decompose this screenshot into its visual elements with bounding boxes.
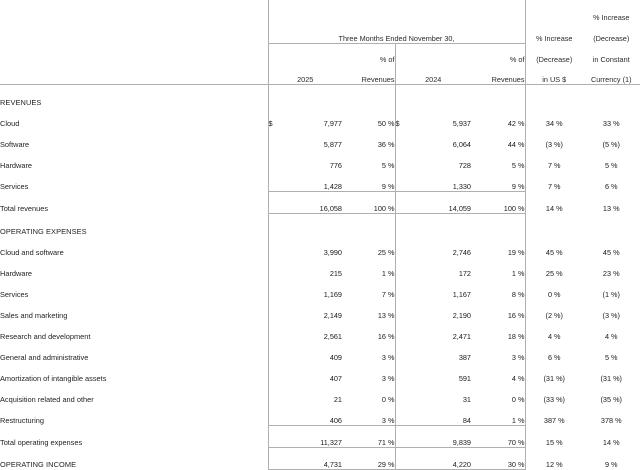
value-2024	[421, 214, 471, 237]
row-label: REVENUES	[0, 97, 42, 107]
row-label: Total revenues	[0, 204, 49, 214]
value-2024: 9,839	[421, 426, 471, 448]
value-2025: 2,149	[323, 310, 342, 320]
pct-increase-usd: 7 %	[547, 182, 561, 192]
gap-2024	[471, 426, 481, 448]
table-header-group	[0, 0, 640, 85]
pct-of-revenues-2024	[481, 214, 525, 237]
currency-symbol-2025	[268, 341, 290, 362]
header-2024-spacer	[395, 44, 471, 65]
value-2025: 2,561	[323, 331, 342, 341]
row-label: OPERATING INCOME	[0, 460, 77, 470]
gap-2025	[342, 214, 352, 237]
header-inc-constant-line2: (Decrease)	[583, 22, 640, 44]
gap-2025	[342, 448, 352, 470]
table-row	[0, 107, 640, 128]
table-row	[0, 149, 640, 170]
header-row-4	[0, 64, 640, 85]
pct-increase-usd: 15 %	[545, 438, 563, 448]
table-row	[0, 257, 640, 278]
pct-increase-constant-currency: 13 %	[583, 192, 640, 214]
gap-2024	[471, 236, 481, 257]
row-label: Services	[0, 182, 29, 192]
pct-of-revenues-2024: 1 %	[481, 257, 525, 278]
gap-2024	[471, 257, 481, 278]
header-gap-d	[471, 64, 481, 85]
currency-symbol-2024: $	[395, 107, 421, 128]
header-gap-a	[342, 44, 352, 65]
value-2025: 16,058	[290, 192, 342, 214]
value-2024: 1,330	[452, 181, 471, 191]
value-2024: 172	[458, 268, 471, 278]
value-2025: 1,428	[323, 181, 342, 191]
pct-increase-constant-currency: (1 %)	[583, 278, 640, 299]
gap-2025	[342, 236, 352, 257]
pct-increase-constant-currency: 5 %	[583, 149, 640, 170]
pct-increase-constant-currency: 23 %	[583, 257, 640, 278]
table-row	[0, 192, 640, 214]
table-row	[0, 236, 640, 257]
gap-2025	[342, 404, 352, 426]
currency-symbol-2025	[268, 278, 290, 299]
header-blank-corner	[0, 0, 268, 22]
value-2025: 409	[329, 352, 342, 362]
currency-symbol-2025	[268, 448, 290, 470]
currency-symbol-2024	[395, 170, 421, 192]
pct-increase-constant-currency: 45 %	[583, 236, 640, 257]
gap-2024	[471, 278, 481, 299]
gap-2025	[342, 149, 352, 170]
gap-2025	[342, 341, 352, 362]
pct-increase-usd: 387 %	[543, 416, 565, 426]
currency-symbol-2025	[268, 362, 290, 383]
pct-increase-constant-currency: (3 %)	[583, 299, 640, 320]
gap-2025	[342, 320, 352, 341]
row-label: Cloud	[0, 118, 20, 128]
value-2024: 4,220	[421, 448, 471, 470]
value-2025: 215	[329, 268, 342, 278]
table-row	[0, 426, 640, 448]
gap-2024	[471, 404, 481, 426]
pct-of-revenues-2024	[481, 85, 525, 108]
value-2025: 3,990	[323, 247, 342, 257]
value-2024: 31	[462, 394, 471, 404]
value-2025: 406	[329, 415, 342, 425]
header-inc-constant-line4: Currency (1)	[583, 64, 640, 85]
header-blank-corner-2	[0, 22, 268, 44]
value-2025: 21	[333, 394, 342, 404]
pct-of-revenues-2025: 3 %	[381, 415, 395, 425]
row-label: Restructuring	[0, 416, 44, 426]
currency-symbol-2024	[395, 192, 421, 214]
pct-of-revenues-2025: 16 %	[377, 331, 395, 341]
row-label: Services	[0, 289, 29, 299]
gap-2025	[342, 426, 352, 448]
pct-of-revenues-2024: 1 %	[481, 404, 525, 426]
table-row	[0, 170, 640, 192]
gap-2024	[471, 192, 481, 214]
currency-symbol-2025	[268, 257, 290, 278]
currency-symbol-2024	[395, 85, 421, 108]
pct-increase-constant-currency: 14 %	[583, 426, 640, 448]
header-period-label: Three Months Ended November 30,	[268, 22, 525, 44]
header-year-2025: 2025	[268, 64, 342, 85]
header-pct-of-2025-line2: Revenues	[352, 64, 395, 85]
value-2024: 591	[458, 373, 471, 383]
pct-of-revenues-2024: 9 %	[481, 170, 525, 192]
pct-increase-usd: 14 %	[545, 204, 563, 214]
row-label: Software	[0, 139, 30, 149]
pct-increase-constant-currency	[583, 85, 640, 108]
row-label: OPERATING EXPENSES	[0, 226, 87, 236]
gap-2024	[471, 362, 481, 383]
currency-symbol-2025	[268, 383, 290, 404]
value-2024: 2,471	[452, 331, 471, 341]
currency-symbol-2025	[268, 404, 290, 426]
value-2025: 4,731	[290, 448, 342, 470]
gap-2024	[471, 299, 481, 320]
gap-2025	[342, 278, 352, 299]
currency-symbol-2024	[395, 426, 421, 448]
pct-of-revenues-2025: 50 %	[377, 118, 395, 128]
header-pct-of-2025-line1: % of	[379, 54, 395, 64]
header-inc-constant-line1: % Increase	[583, 0, 640, 22]
pct-increase-constant-currency: (31 %)	[583, 362, 640, 383]
header-row-2	[0, 22, 640, 44]
pct-of-revenues-2024: 100 %	[481, 192, 525, 214]
currency-symbol-2024	[395, 341, 421, 362]
currency-symbol-2025	[268, 170, 290, 192]
row-label: Hardware	[0, 160, 33, 170]
gap-2025	[342, 170, 352, 192]
header-inc-usd-line3: in US $	[525, 64, 583, 85]
currency-symbol-2024	[395, 448, 421, 470]
pct-increase-usd: (3 %)	[545, 139, 563, 149]
gap-2024	[471, 341, 481, 362]
header-inc-usd-line1: % Increase	[525, 22, 583, 44]
pct-of-revenues-2024: 70 %	[481, 426, 525, 448]
pct-of-revenues-2025: 9 %	[381, 181, 395, 191]
header-period-spacer	[268, 0, 525, 22]
table-row	[0, 278, 640, 299]
gap-2024	[471, 170, 481, 192]
pct-increase-usd: 12 %	[545, 460, 563, 470]
pct-of-revenues-2025: 36 %	[377, 139, 395, 149]
pct-of-revenues-2025: 29 %	[352, 448, 395, 470]
pct-of-revenues-2024: 44 %	[481, 128, 525, 149]
pct-increase-usd	[525, 85, 583, 108]
currency-symbol-2025	[268, 128, 290, 149]
currency-symbol-2024	[395, 278, 421, 299]
table-row	[0, 85, 640, 108]
table-row	[0, 383, 640, 404]
currency-symbol-2025	[268, 299, 290, 320]
value-2025: 1,169	[323, 289, 342, 299]
header-year-2024: 2024	[395, 64, 471, 85]
row-label: Amortization of intangible assets	[0, 373, 107, 383]
pct-of-revenues-2024: 18 %	[481, 320, 525, 341]
pct-increase-usd: 6 %	[547, 352, 561, 362]
pct-increase-constant-currency: (5 %)	[583, 128, 640, 149]
pct-of-revenues-2024: 5 %	[481, 149, 525, 170]
pct-increase-usd	[525, 214, 583, 237]
table-row	[0, 341, 640, 362]
header-inc-constant-line3: in Constant	[583, 44, 640, 65]
currency-symbol-2025	[268, 192, 290, 214]
header-inc-usd-line2: (Decrease)	[525, 44, 583, 65]
pct-increase-usd: 7 %	[547, 160, 561, 170]
pct-of-revenues-2025	[352, 214, 395, 237]
value-2024: 387	[458, 352, 471, 362]
pct-of-revenues-2025: 0 %	[381, 394, 395, 404]
pct-of-revenues-2024: 42 %	[481, 107, 525, 128]
table-row	[0, 448, 640, 470]
table-row	[0, 214, 640, 237]
currency-symbol-2025	[268, 320, 290, 341]
pct-of-revenues-2025: 100 %	[352, 192, 395, 214]
currency-symbol-2024	[395, 128, 421, 149]
value-2024: 2,190	[452, 310, 471, 320]
value-2024: 728	[458, 160, 471, 170]
gap-2025	[342, 192, 352, 214]
pct-of-revenues-2025: 7 %	[381, 289, 395, 299]
pct-increase-constant-currency: 4 %	[583, 320, 640, 341]
gap-2025	[342, 362, 352, 383]
pct-increase-constant-currency: 9 %	[583, 448, 640, 470]
row-label: Cloud and software	[0, 247, 64, 257]
header-gap-c	[342, 64, 352, 85]
pct-of-revenues-2024: 3 %	[481, 341, 525, 362]
row-label: Total operating expenses	[0, 438, 83, 448]
gap-2024	[471, 149, 481, 170]
pct-of-revenues-2025	[352, 85, 395, 108]
row-label: Sales and marketing	[0, 310, 68, 320]
currency-symbol-2024	[395, 236, 421, 257]
gap-2024	[471, 448, 481, 470]
value-2024: 1,167	[452, 289, 471, 299]
gap-2025	[342, 257, 352, 278]
currency-symbol-2025	[268, 236, 290, 257]
header-blank-corner-3	[0, 44, 268, 65]
gap-2024	[471, 85, 481, 108]
currency-symbol-2024	[395, 299, 421, 320]
pct-of-revenues-2025: 3 %	[381, 373, 395, 383]
row-label: Hardware	[0, 268, 33, 278]
value-2025	[290, 214, 342, 237]
pct-increase-constant-currency: (35 %)	[583, 383, 640, 404]
pct-increase-usd: 34 %	[545, 118, 563, 128]
table-row	[0, 362, 640, 383]
gap-2025	[342, 383, 352, 404]
gap-2024	[471, 128, 481, 149]
currency-symbol-2025	[268, 214, 290, 237]
value-2024: 5,937	[452, 118, 471, 128]
pct-of-revenues-2024: 4 %	[481, 362, 525, 383]
table-row	[0, 404, 640, 426]
row-label: Acquisition related and other	[0, 394, 94, 404]
value-2024: 6,064	[452, 139, 471, 149]
pct-of-revenues-2025: 1 %	[381, 268, 395, 278]
row-label: General and administrative	[0, 352, 89, 362]
header-pct-of-2024-line1: % of	[509, 54, 525, 64]
value-2025	[290, 85, 342, 108]
pct-of-revenues-2024: 19 %	[481, 236, 525, 257]
pct-increase-usd: 25 %	[545, 268, 563, 278]
currency-symbol-2024	[395, 257, 421, 278]
value-2024: 14,059	[421, 192, 471, 214]
table-row	[0, 128, 640, 149]
pct-of-revenues-2025: 3 %	[381, 352, 395, 362]
pct-increase-constant-currency: 33 %	[583, 107, 640, 128]
pct-of-revenues-2024: 8 %	[481, 278, 525, 299]
currency-symbol-2024	[395, 320, 421, 341]
pct-increase-usd: 0 %	[547, 289, 561, 299]
pct-of-revenues-2025: 13 %	[377, 310, 395, 320]
value-2024: 2,746	[452, 247, 471, 257]
pct-of-revenues-2025: 25 %	[377, 247, 395, 257]
header-row-1	[0, 0, 640, 22]
pct-increase-usd: (31 %)	[543, 373, 565, 383]
pct-increase-usd: 45 %	[545, 247, 563, 257]
pct-increase-constant-currency: 378 %	[583, 404, 640, 426]
header-gap-b	[471, 44, 481, 65]
table-row	[0, 320, 640, 341]
value-2025: 7,977	[323, 118, 342, 128]
currency-symbol-2024	[395, 214, 421, 237]
header-pct-of-2024-line2: Revenues	[481, 64, 525, 85]
pct-of-revenues-2025: 71 %	[352, 426, 395, 448]
currency-symbol-2024	[395, 149, 421, 170]
row-label: Research and development	[0, 331, 91, 341]
gap-2025	[342, 299, 352, 320]
table-body-group	[0, 85, 640, 470]
currency-symbol-2025	[268, 426, 290, 448]
value-2024	[421, 85, 471, 108]
gap-2025	[342, 107, 352, 128]
value-2025: 5,877	[323, 139, 342, 149]
value-2025: 11,327	[290, 426, 342, 448]
currency-symbol-2025	[268, 85, 290, 108]
currency-symbol-2025	[268, 149, 290, 170]
pct-of-revenues-2024: 30 %	[481, 448, 525, 470]
header-blank-corner-4	[0, 64, 268, 85]
pct-of-revenues-2025: 5 %	[381, 160, 395, 170]
gap-2024	[471, 320, 481, 341]
pct-increase-usd: (33 %)	[543, 394, 565, 404]
header-row-3	[0, 44, 640, 65]
value-2025: 776	[329, 160, 342, 170]
currency-symbol-2025: $	[268, 107, 290, 128]
gap-2024	[471, 214, 481, 237]
gap-2024	[471, 383, 481, 404]
pct-of-revenues-2024: 0 %	[481, 383, 525, 404]
pct-increase-usd: (2 %)	[545, 310, 563, 320]
pct-increase-constant-currency: 5 %	[583, 341, 640, 362]
pct-increase-constant-currency: 6 %	[583, 170, 640, 192]
pct-increase-constant-currency	[583, 214, 640, 237]
gap-2025	[342, 128, 352, 149]
header-inc-usd-spacer	[525, 0, 583, 22]
currency-symbol-2024	[395, 404, 421, 426]
header-2025-spacer	[268, 44, 342, 65]
value-2024: 84	[462, 415, 471, 425]
gap-2025	[342, 85, 352, 108]
value-2025: 407	[329, 373, 342, 383]
currency-symbol-2024	[395, 383, 421, 404]
table-row	[0, 299, 640, 320]
currency-symbol-2024	[395, 362, 421, 383]
pct-increase-usd: 4 %	[547, 331, 561, 341]
gap-2024	[471, 107, 481, 128]
pct-of-revenues-2024: 16 %	[481, 299, 525, 320]
